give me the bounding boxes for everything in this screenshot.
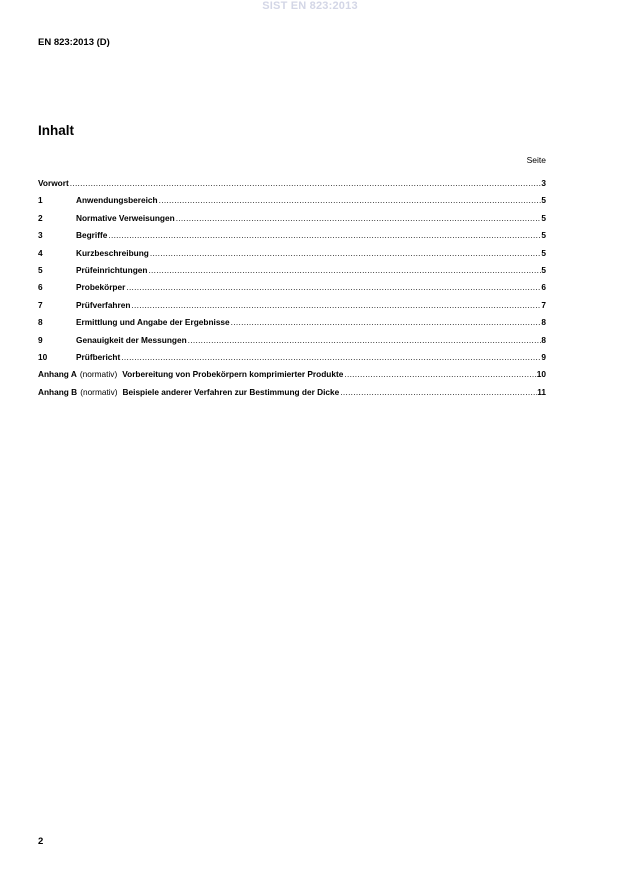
toc-entry-title: Ermittlung und Angabe der Ergebnisse (76, 317, 230, 328)
page-column-label: Seite (526, 155, 546, 165)
toc-leader-dots (340, 387, 537, 397)
toc-leader-dots (126, 282, 541, 292)
toc-entry-number: 6 (38, 282, 43, 293)
annex-title: Beispiele anderer Verfahren zur Bestimmung der Dicke (122, 386, 340, 397)
toc-leader-dots (131, 300, 541, 310)
toc-entry-title: Prüfverfahren (76, 299, 131, 310)
annex-title: Vorbereitung von Probekörpern komprimierter Produkte (122, 369, 344, 380)
toc-entry-page: 5 (541, 264, 546, 275)
toc-entry-8[interactable] (38, 317, 546, 334)
toc-entry-number: 3 (38, 230, 43, 241)
toc-annex-b[interactable] (38, 387, 546, 404)
toc-entry-number: 7 (38, 299, 43, 310)
annex-page: 10 (536, 369, 546, 380)
toc-leader-dots (344, 369, 536, 379)
toc-leader-dots (176, 213, 542, 223)
annex-page: 11 (537, 386, 546, 397)
toc-entry-4[interactable] (38, 248, 546, 265)
watermark: SIST EN 823:2013 (262, 0, 358, 12)
toc-entry-page: 8 (541, 334, 546, 345)
toc-leader-dots (148, 265, 541, 275)
toc-leader-dots (188, 335, 542, 345)
toc-leader-dots (121, 352, 541, 362)
toc-entry-page: 6 (541, 282, 546, 293)
toc-entry-1[interactable] (38, 195, 546, 212)
toc-leader-dots (159, 195, 542, 205)
toc-entry-5[interactable] (38, 265, 546, 282)
toc-entry-page: 5 (541, 212, 546, 223)
toc-entry-title: Probekörper (76, 282, 126, 293)
toc-entry-number: 1 (38, 195, 43, 206)
toc-entry-page: 3 (541, 178, 546, 188)
toc-entry-6[interactable] (38, 282, 546, 299)
toc-heading: Inhalt (38, 123, 74, 138)
toc-entry-number: 4 (38, 247, 43, 258)
annex-label: Anhang A (38, 369, 77, 380)
toc-entry-3[interactable] (38, 230, 546, 247)
toc-leader-dots (150, 248, 542, 258)
toc-entry-title: Normative Verweisungen (76, 212, 175, 223)
toc-entry-title: Kurzbeschreibung (76, 247, 149, 258)
table-of-contents (38, 178, 546, 404)
toc-entry-title: Prüfbericht (76, 351, 121, 362)
toc-entry-2[interactable] (38, 213, 546, 230)
toc-entry-number: 9 (38, 334, 43, 345)
toc-entry-page: 7 (541, 299, 546, 310)
toc-entry-9[interactable] (38, 335, 546, 352)
toc-entry-page: 8 (541, 317, 546, 328)
annex-type: (normativ) (80, 386, 118, 397)
toc-leader-dots (70, 178, 542, 188)
toc-annex-a[interactable] (38, 369, 546, 386)
toc-entry-title: Genauigkeit der Messungen (76, 334, 187, 345)
toc-entry-title: Prüfeinrichtungen (76, 264, 148, 275)
toc-leader-dots (108, 230, 541, 240)
document-id: EN 823:2013 (D) (38, 37, 110, 48)
toc-entry-page: 5 (541, 247, 546, 258)
toc-entry-title: Anwendungsbereich (76, 195, 158, 206)
toc-entry-number: 8 (38, 317, 43, 328)
toc-entry-7[interactable] (38, 300, 546, 317)
toc-entry-page: 5 (541, 230, 546, 241)
toc-entry-number: 5 (38, 264, 43, 275)
toc-leader-dots (231, 317, 542, 327)
annex-label: Anhang B (38, 386, 78, 397)
toc-entry-page: 5 (541, 195, 546, 206)
toc-entry-number: 10 (38, 351, 48, 362)
toc-entry-page: 9 (541, 351, 546, 362)
page-number: 2 (38, 836, 44, 847)
toc-entry-title: Begriffe (76, 230, 108, 241)
toc-entry-vorwort[interactable] (38, 178, 546, 195)
annex-type: (normativ) (79, 369, 118, 380)
toc-entry-title: Vorwort (38, 178, 69, 188)
toc-entry-number: 2 (38, 212, 43, 223)
toc-entry-10[interactable] (38, 352, 546, 369)
